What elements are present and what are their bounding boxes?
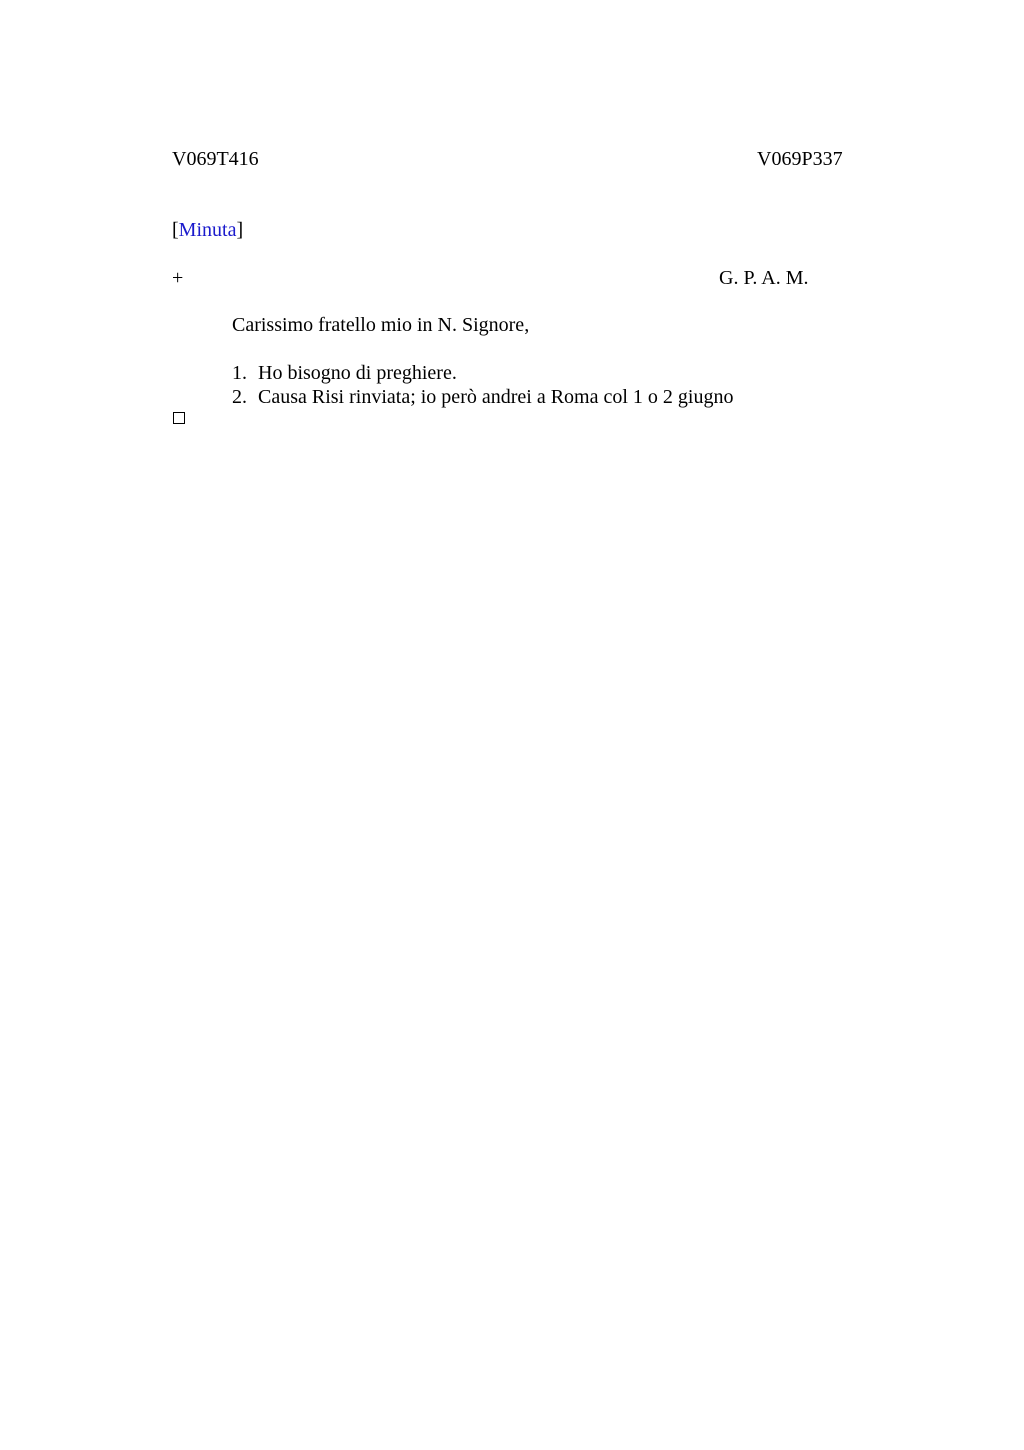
document-id-right: V069P337 <box>757 148 843 170</box>
list-item-text: Causa Risi rinviata; io però andrei a Roma col 1 o 2 giugno <box>258 386 734 408</box>
open-bracket: [ <box>172 219 179 241</box>
cross-symbol: + <box>172 267 184 289</box>
list-item-number: 1. <box>232 362 247 384</box>
list-item-number: 2. <box>232 386 247 408</box>
list-item <box>232 385 733 409</box>
document-id-left: V069T416 <box>172 148 259 170</box>
list-item <box>232 361 457 385</box>
close-bracket: ] <box>236 219 244 241</box>
initials: G. P. A. M. <box>719 267 809 289</box>
minuta-link[interactable]: Minuta <box>178 219 237 241</box>
empty-square-icon <box>173 412 185 424</box>
salutation: Carissimo fratello mio in N. Signore, <box>232 314 530 336</box>
list-item-text: Ho bisogno di preghiere. <box>258 362 457 384</box>
minuta-note <box>172 218 243 242</box>
